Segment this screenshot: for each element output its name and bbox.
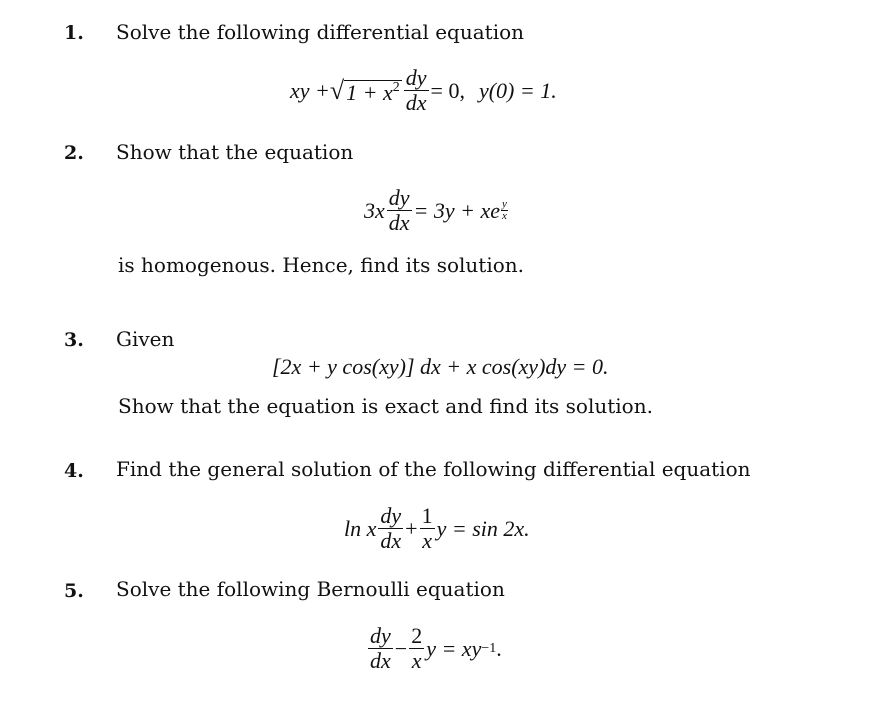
question-4-equation bbox=[344, 504, 530, 553]
question-5-number: 5. bbox=[64, 580, 84, 602]
q2-rhs: = 3y + xe bbox=[413, 197, 501, 223]
q1-rhs: = 0, bbox=[430, 77, 465, 103]
question-2-after: is homogenous. Hence, find its solution. bbox=[118, 253, 525, 277]
question-3-equation: [2x + y cos(xy)] dx + x cos(xy)dy = 0. bbox=[272, 354, 609, 379]
q5-minus: − bbox=[394, 635, 408, 661]
question-1-intro: Solve the following differential equation bbox=[116, 20, 525, 44]
q1-sqrt bbox=[329, 75, 402, 105]
question-3-after: Show that the equation is exact and find its solution. bbox=[118, 394, 653, 418]
question-2-intro: Show that the equation bbox=[116, 140, 354, 164]
q1-lhs-start: xy + bbox=[290, 77, 330, 103]
q4-lhs-start: ln x bbox=[344, 515, 377, 541]
q1-derivative: $\frac{dy}{dx}$ bbox=[405, 65, 427, 115]
question-1-number: 1. bbox=[64, 22, 84, 44]
q2-lhs-start: 3x bbox=[364, 197, 385, 223]
q4-rhs: y = sin 2x. bbox=[436, 515, 530, 541]
question-1-equation bbox=[290, 66, 557, 115]
question-3-number: 3. bbox=[64, 329, 84, 351]
q1-sqrt-content: $1 + x^2$ bbox=[346, 79, 400, 105]
q5-coefficient: $\frac{2}{x}$ bbox=[411, 623, 423, 673]
q2-exponent: y x bbox=[502, 198, 507, 222]
question-2-equation bbox=[364, 186, 508, 235]
question-2-number: 2. bbox=[64, 142, 84, 164]
question-4-number: 4. bbox=[64, 460, 84, 482]
q2-derivative: $\frac{dy}{dx}$ bbox=[388, 185, 410, 235]
question-5-intro: Solve the following Bernoulli equation bbox=[116, 577, 505, 601]
q5-derivative: $\frac{dy}{dx}$ bbox=[370, 623, 391, 673]
q4-plus: + bbox=[405, 515, 418, 541]
question-3-intro: Given bbox=[116, 327, 175, 351]
q5-rhs: y = xy bbox=[426, 635, 482, 661]
q4-reciprocal: $\frac{1}{x}$ bbox=[421, 503, 433, 553]
q4-derivative: $\frac{dy}{dx}$ bbox=[380, 503, 402, 553]
question-4-intro: Find the general solution of the following differential equation bbox=[116, 457, 751, 481]
q5-end: . bbox=[496, 635, 502, 661]
sqrt-sign: √ bbox=[329, 75, 345, 105]
question-5-equation: $\frac{dy}{dx}$ − $\frac{2}{x}$ y = xy −1 . bbox=[370, 623, 502, 673]
q1-condition: y(0) = 1. bbox=[478, 77, 557, 103]
